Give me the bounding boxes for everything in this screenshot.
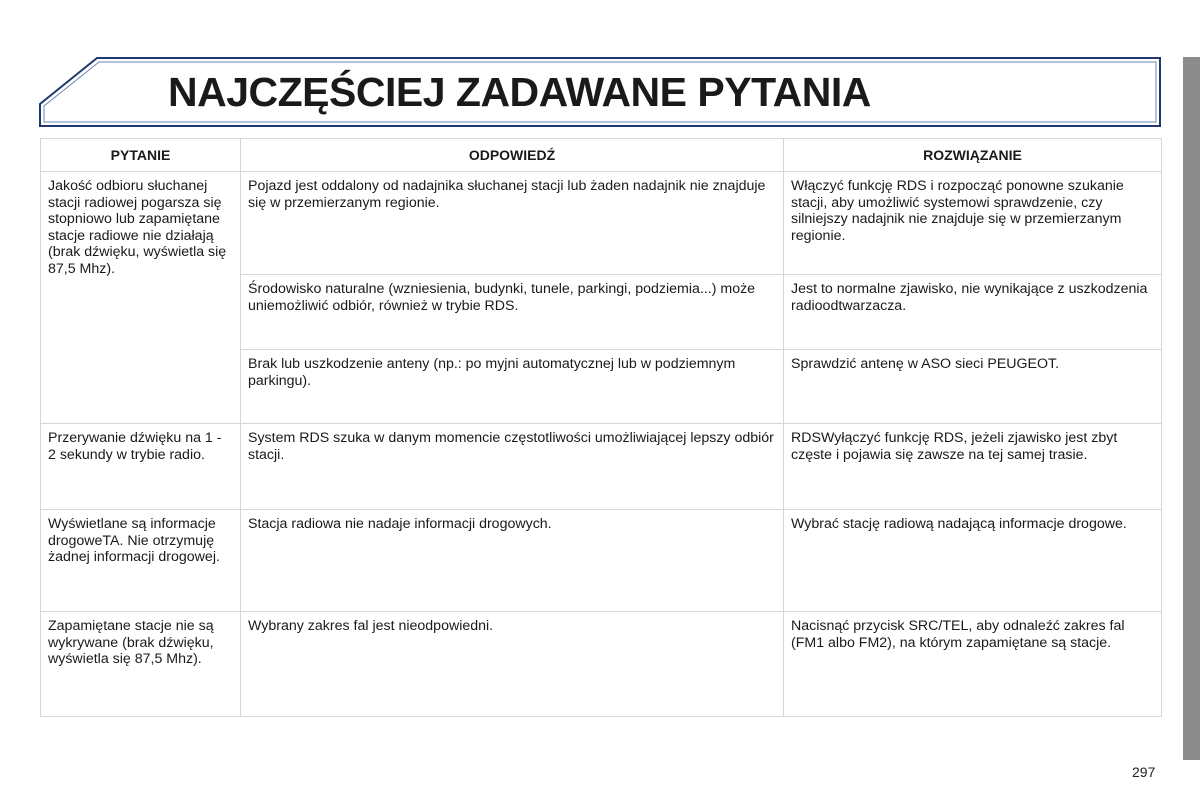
question-cell: Jakość odbioru słuchanej stacji radiowej pogarsza się stopniowo lub zapamiętane stacje radiowe nie działają (brak dźwięku, wyświetla się 87,5 Mhz). xyxy=(41,172,241,424)
question-cell: Przerywanie dźwięku na 1 - 2 sekundy w trybie radio. xyxy=(41,424,241,510)
answer-cell: System RDS szuka w danym momencie częstotliwości umożliwiającej lepszy odbiór stacji. xyxy=(241,424,784,510)
page-number: 297 xyxy=(1132,764,1156,780)
answer-cell: Stacja radiowa nie nadaje informacji drogowych. xyxy=(241,510,784,612)
table-header-row xyxy=(41,139,1162,172)
faq-table xyxy=(40,138,1162,717)
answer-cell: Wybrany zakres fal jest nieodpowiedni. xyxy=(241,612,784,717)
solution-cell: Sprawdzić antenę w ASO sieci PEUGEOT. xyxy=(784,350,1162,424)
side-tab-bar xyxy=(1183,57,1200,760)
header-answer: ODPOWIEDŹ xyxy=(241,139,784,172)
answer-cell: Pojazd jest oddalony od nadajnika słuchanej stacji lub żaden nadajnik nie znajduje się w przemierzanym regionie. xyxy=(241,172,784,275)
solution-cell: RDSWyłączyć funkcję RDS, jeżeli zjawisko jest zbyt częste i pojawia się zawsze na tej samej trasie. xyxy=(784,424,1162,510)
table-row xyxy=(41,612,1162,717)
page-title: NAJCZĘŚCIEJ ZADAWANE PYTANIA xyxy=(168,69,871,115)
header-solution: ROZWIĄZANIE xyxy=(784,139,1162,172)
answer-cell: Środowisko naturalne (wzniesienia, budynki, tunele, parkingi, podziemia...) może uniemożliwić odbiór, również w trybie RDS. xyxy=(241,275,784,350)
table-row xyxy=(41,424,1162,510)
answer-cell: Brak lub uszkodzenie anteny (np.: po myjni automatycznej lub w podziemnym parkingu). xyxy=(241,350,784,424)
solution-cell: Włączyć funkcję RDS i rozpocząć ponowne szukanie stacji, aby umożliwić systemowi sprawdzenie, czy silniejszy nadajnik nie znajduje się w przemierzanym regionie. xyxy=(784,172,1162,275)
solution-cell: Wybrać stację radiową nadającą informacje drogowe. xyxy=(784,510,1162,612)
header-question: PYTANIE xyxy=(41,139,241,172)
table-row xyxy=(41,510,1162,612)
question-cell: Wyświetlane są informacje drogoweTA. Nie otrzymuję żadnej informacji drogowej. xyxy=(41,510,241,612)
table-row xyxy=(41,172,1162,275)
question-cell: Zapamiętane stacje nie są wykrywane (brak dźwięku, wyświetla się 87,5 Mhz). xyxy=(41,612,241,717)
solution-cell: Nacisnąć przycisk SRC/TEL, aby odnaleźć zakres fal (FM1 albo FM2), na którym zapamiętane są stacje. xyxy=(784,612,1162,717)
solution-cell: Jest to normalne zjawisko, nie wynikające z uszkodzenia radioodtwarzacza. xyxy=(784,275,1162,350)
